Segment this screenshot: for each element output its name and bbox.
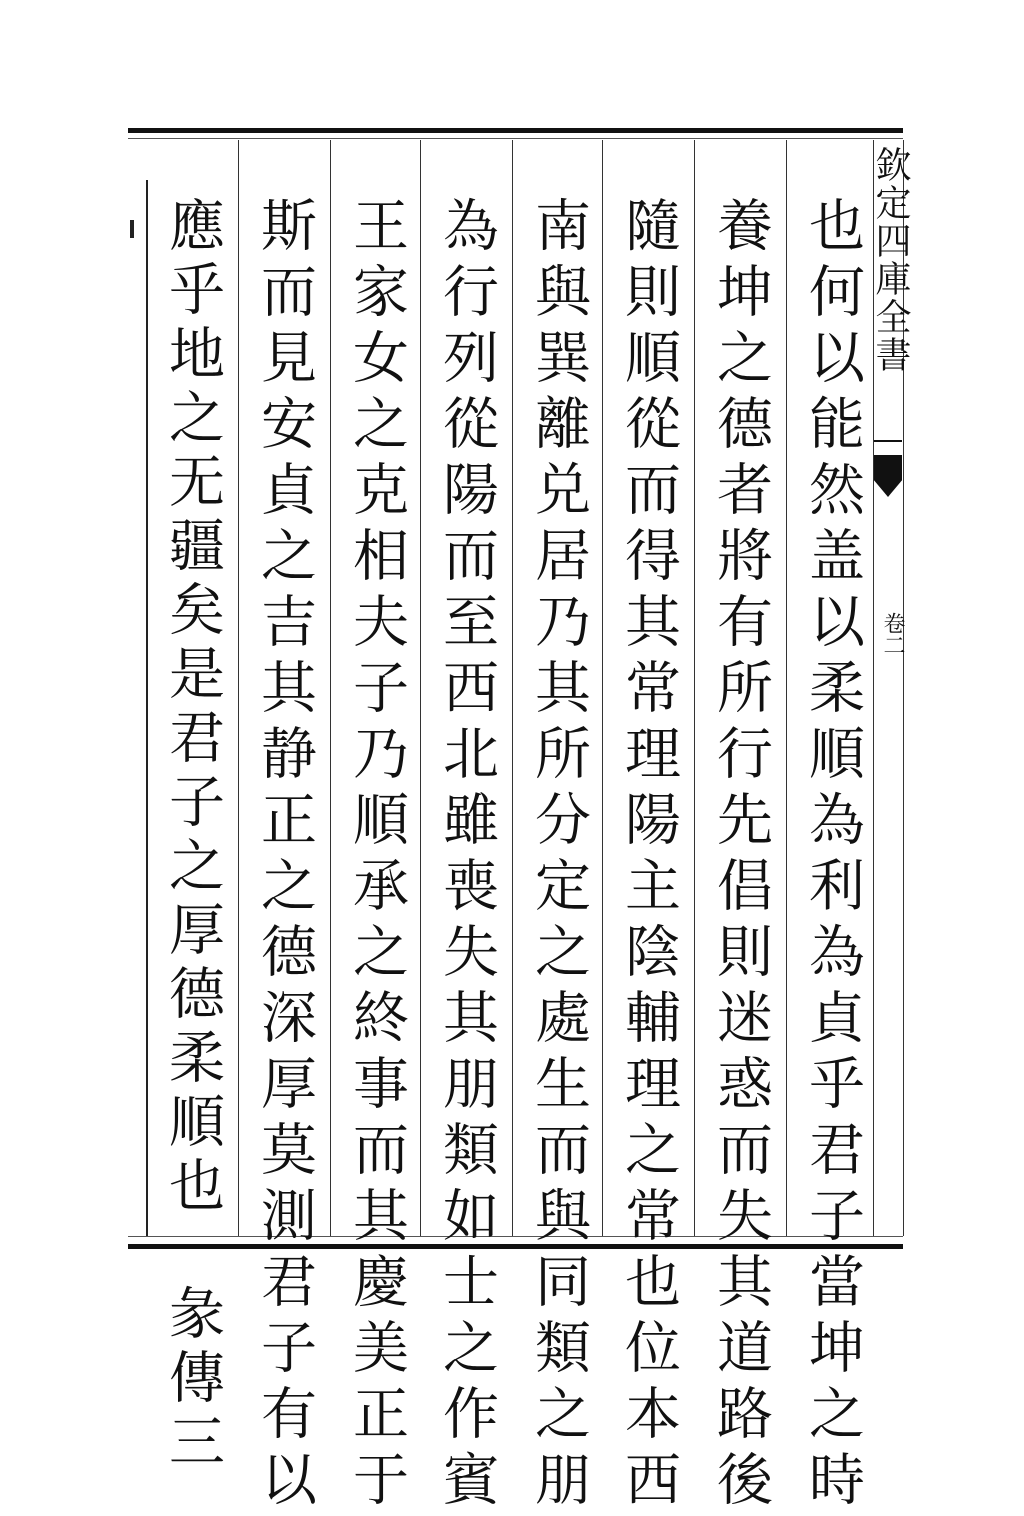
juan-label: 卷二	[880, 612, 905, 656]
top-frame-rule	[128, 128, 903, 133]
column-divider	[786, 140, 787, 1236]
fish-tail-rule	[874, 440, 902, 442]
column-divider	[420, 140, 421, 1236]
margin-title: 欽定四庫全書	[870, 146, 911, 374]
top-frame-inner-rule	[128, 138, 903, 139]
text-column-4: 南與巽離兑居乃其所分定之處生而與同類之朋	[526, 196, 591, 1516]
text-column-8: 應乎地之无疆矣是君子之厚德柔順也 彖傳三	[160, 196, 225, 1476]
text-column-6: 王家女之克相夫子乃順承之終事而其慶美正于	[344, 196, 409, 1516]
text-column-2: 養坤之德者將有所行先倡則迷惑而失其道路後	[708, 196, 773, 1516]
column-divider	[512, 140, 513, 1236]
column-divider	[330, 140, 331, 1236]
text-column-1: 也何以能然盖以柔順為利為貞乎君子當坤之時	[800, 196, 865, 1516]
text-column-5: 為行列從陽而至西北雖喪失其朋類如士之作賓	[434, 196, 499, 1516]
column-divider	[238, 140, 239, 1236]
text-column-3: 隨則順從而得其常理陽主陰輔理之常也位本西	[616, 196, 681, 1516]
left-frame-rule	[146, 180, 148, 1236]
column-divider	[602, 140, 603, 1236]
fish-tail-mark	[874, 455, 902, 497]
column-divider	[694, 140, 695, 1236]
margin-tick-mark	[130, 220, 134, 238]
text-column-7: 斯而見安貞之吉其静正之德深厚莫測君子有以	[252, 196, 317, 1516]
